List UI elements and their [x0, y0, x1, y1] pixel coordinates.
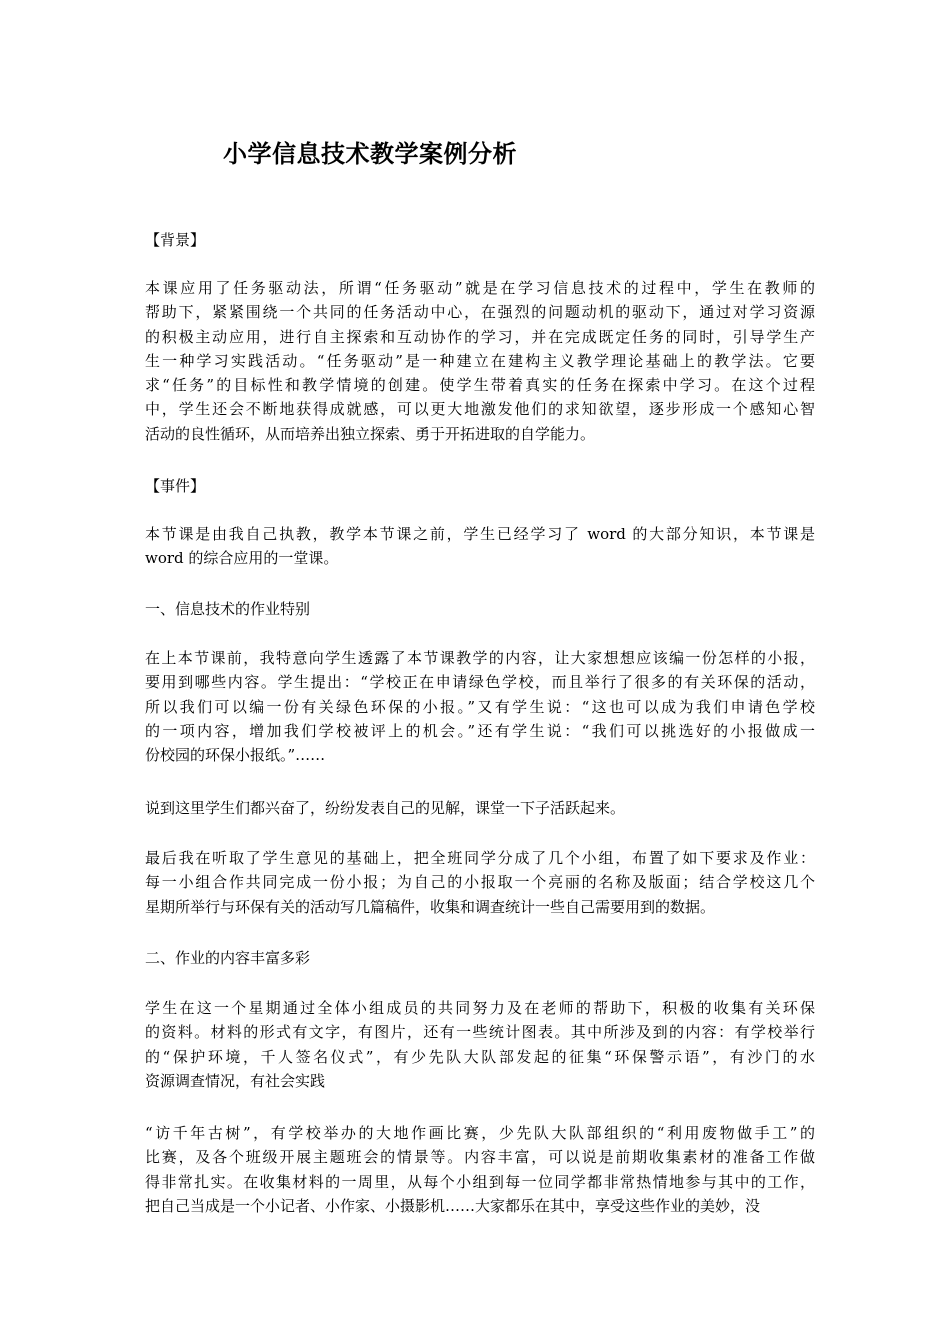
- text-line: 星期所举行与环保有关的活动写几篇稿件，收集和调查统计一些自己需要用到的数据。: [145, 897, 716, 916]
- text-line: 中，学生还会不断地获得成就感，可以更大地激发他们的求知欲望，逐步形成一个感知心智: [145, 400, 815, 419]
- text-line: 【事件】: [145, 477, 206, 495]
- text-line: 一、信息技术的作业特别: [145, 600, 311, 618]
- paragraph: [145, 522, 815, 571]
- text-line: 要用到哪些内容。学生提出：“学校正在申请绿色学校，而且举行了很多的有关环保的活动，: [145, 673, 815, 692]
- text-line: “访千年古树”，有学校举办的大地作画比赛，少先队大队部组织的“利用废物做手工”的: [145, 1124, 815, 1142]
- page-title: 小学信息技术教学案例分析: [223, 140, 517, 168]
- text-line: 本节课是由我自己执教，教学本节课之前，学生已经学习了 word 的大部分知识，本节课是: [145, 525, 815, 543]
- text-line: 说到这里学生们都兴奋了，纷纷发表自己的见解，课堂一下子活跃起来。: [145, 799, 626, 817]
- text-line: 学生在这一个星期通过全体小组成员的共同努力及在老师的帮助下，积极的收集有关环保: [145, 999, 815, 1017]
- text-line: 活动的良性循环，从而培养出独立探索、勇于开拓进取的自学能力。: [145, 424, 596, 443]
- text-line: 每一小组合作共同完成一份小报；为自己的小报取一个亮丽的名称及版面；结合学校这几个: [145, 873, 815, 892]
- section-heading: [145, 597, 815, 621]
- text-line: 的资料。材料的形式有文字，有图片，还有一些统计图表。其中所涉及到的内容：有学校举行: [145, 1023, 815, 1042]
- paragraph: [145, 276, 815, 446]
- paragraph: [145, 646, 815, 767]
- text-line: 求“任务”的目标性和教学情境的创建。使学生带着真实的任务在探索中学习。在这个过程: [145, 376, 815, 395]
- paragraph: [145, 1121, 815, 1218]
- text-line: 生一种学习实践活动。“任务驱动”是一种建立在建构主义教学理论基础上的教学法。它要: [145, 351, 815, 370]
- text-line: 把自己当成是一个小记者、小作家、小摄影机……大家都乐在其中，享受这些作业的美妙，没: [145, 1196, 761, 1215]
- text-line: 最后我在听取了学生意见的基础上，把全班同学分成了几个小组，布置了如下要求及作业：: [145, 849, 815, 867]
- section-heading: [145, 474, 815, 498]
- text-line: 所以我们可以编一份有关绿色环保的小报。”又有学生说：“这也可以成为我们申请色学校: [145, 697, 815, 716]
- text-line: 在上本节课前，我特意向学生透露了本节课教学的内容，让大家想想应该编一份怎样的小报，: [145, 649, 815, 667]
- section-heading: [145, 946, 815, 970]
- paragraph: [145, 996, 815, 1093]
- text-line: 帮助下，紧紧围绕一个共同的任务活动中心，在强烈的问题动机的驱动下，通过对学习资源: [145, 303, 815, 322]
- paragraph: [145, 846, 815, 919]
- text-line: 的“保护环境，千人签名仪式”，有少先队大队部发起的征集“环保警示语”，有沙门的水: [145, 1047, 815, 1066]
- text-line: 二、作业的内容丰富多彩: [145, 949, 311, 967]
- text-line: 的积极主动应用，进行自主探索和互动协作的学习，并在完成既定任务的同时，引导学生产: [145, 327, 815, 346]
- text-line: 资源调查情况，有社会实践: [145, 1071, 326, 1090]
- text-line: word 的综合应用的一堂课。: [145, 549, 339, 568]
- paragraph: [145, 796, 815, 820]
- text-line: 本课应用了任务驱动法，所谓“任务驱动”就是在学习信息技术的过程中，学生在教师的: [145, 279, 815, 297]
- text-line: 【背景】: [145, 231, 206, 249]
- text-line: 得非常扎实。在收集材料的一周里，从每个小组到每一位同学都非常热情地参与其中的工作，: [145, 1172, 815, 1191]
- text-line: 份校园的环保小报纸。”……: [145, 746, 326, 765]
- text-line: 的一项内容，增加我们学校被评上的机会。”还有学生说：“我们可以挑选好的小报做成一: [145, 721, 815, 740]
- text-line: 比赛，及各个班级开展主题班会的情景等。内容丰富，可以说是前期收集素材的准备工作做: [145, 1148, 815, 1167]
- section-heading: [145, 228, 815, 252]
